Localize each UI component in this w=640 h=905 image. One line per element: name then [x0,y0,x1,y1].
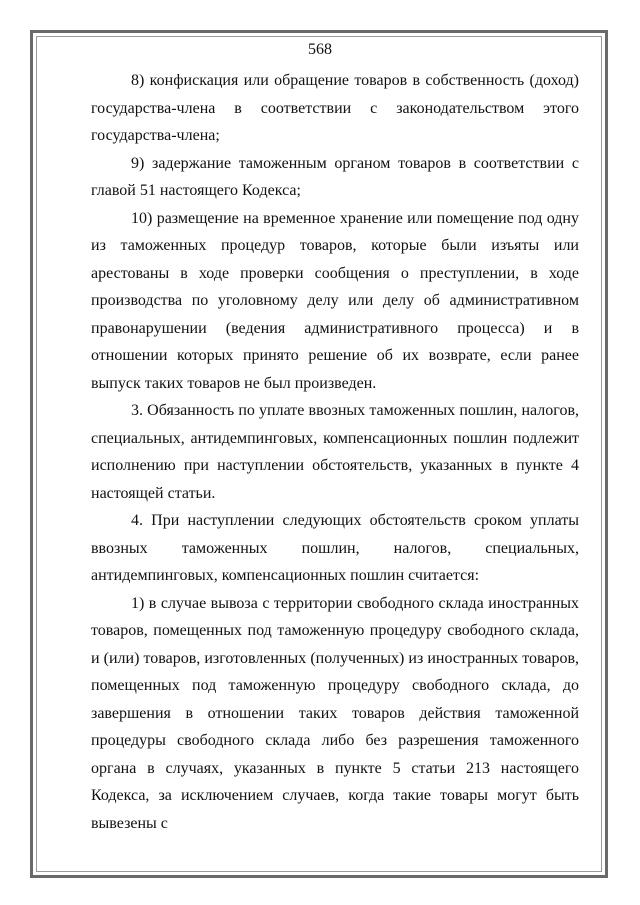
paragraph-item-8: 8) конфискация или обращение товаров в собственность (доход) государства-члена в соответствии с законодательством этого государства-члена; [91,72,579,144]
paragraph-item-10: 10) размещение на временное хранение или помещение под одну из таможенных процедур товаров, которые были изъяты или арестованы в ходе проверки сообщения о преступлении, в ходе производства по уголовному делу или делу об административном правонарушении (ведения административного процесса) и в отношении которых принято решение об их возврате, если ранее выпуск таких товаров не был произведен. [91,209,579,392]
paragraph-item-9: 9) задержание таможенным органом товаров в соответствии с главой 51 настоящего Кодекса; [91,154,579,199]
paragraph-subitem-1: 1) в случае вывоза с территории свободного склада иностранных товаров, помещенных под таможенную процедуру свободного склада, и (или) товаров, изготовленных (полученных) из иностранных товаров, помещенных под таможенную процедуру свободного склада, до завершения в отношении таких товаров действия таможенной процедуры свободного склада либо без разрешения таможенного органа в случаях, указанных в пункте 5 статьи 213 настоящего Кодекса, за исключением случаев, когда такие товары могут быть вывезены с [91,594,579,832]
paragraph-clause-4: 4. При наступлении следующих обстоятельств сроком уплаты ввозных таможенных пошлин, налогов, специальных, антидемпинговых, компенсационных пошлин считается: [91,512,579,584]
page-number: 568 [308,41,332,58]
paragraph-clause-3: 3. Обязанность по уплате ввозных таможенных пошлин, налогов, специальных, антидемпинговых, компенсационных пошлин подлежит исполнению при наступлении обстоятельств, указанных в пункте 4 настоящей статьи. [91,402,579,502]
document-body [91,67,579,837]
